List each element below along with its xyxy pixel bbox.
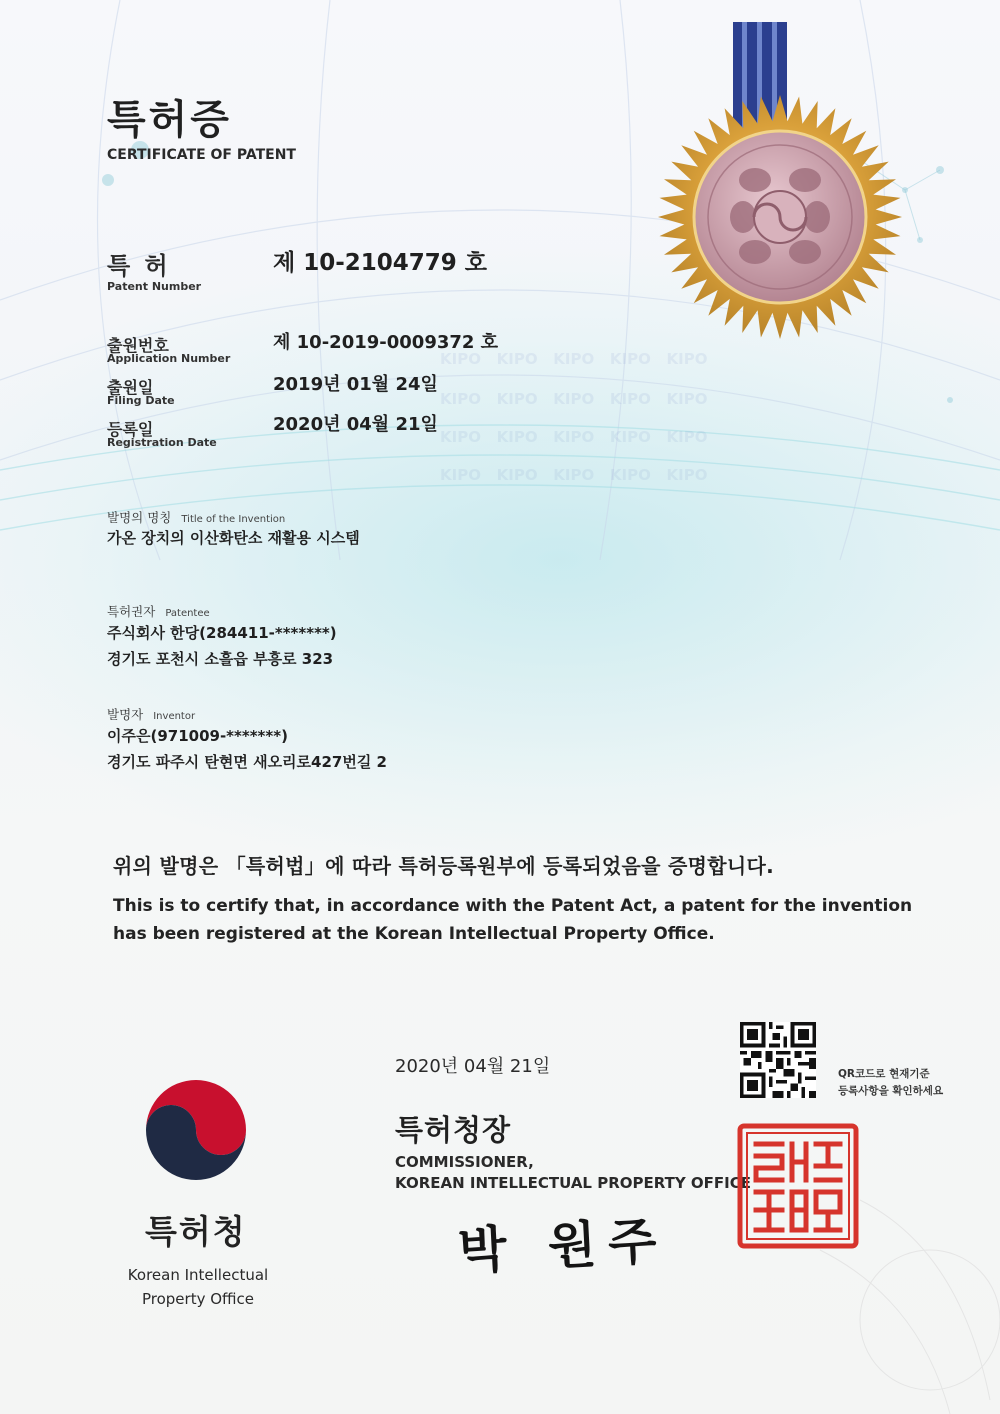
commissioner-signature: 박 원주 [456, 1210, 670, 1281]
page-title: 특허증 [107, 97, 232, 143]
watermark-row: KIPO KIPO KIPO KIPO KIPO [440, 350, 708, 368]
qr-code-icon[interactable] [740, 1022, 816, 1098]
inventor-address: 경기도 파주시 탄현면 새오리로427번길 2 [107, 753, 387, 771]
watermark-row: KIPO KIPO KIPO KIPO KIPO [440, 390, 708, 408]
office-name-en-line2: Property Office [141, 1290, 255, 1308]
certification-statement-en-line1: This is to certify that, in accordance with the Patent Act, a patent for the invention [113, 896, 913, 916]
watermark-row: KIPO KIPO KIPO KIPO KIPO [440, 466, 708, 484]
page-subtitle: CERTIFICATE OF PATENT [107, 147, 296, 163]
application-number-label-en: Application Number [107, 352, 231, 365]
issue-date: 2020년 04월 21일 [395, 1056, 551, 1077]
patentee-name: 주식회사 한당(284411-*******) [107, 624, 337, 642]
application-number-label: 출원번호 [107, 336, 169, 355]
filing-date-label: 출원일 [107, 378, 154, 397]
patent-number-label-en: Patent Number [107, 280, 202, 293]
inventor-label: 발명자 [107, 707, 144, 722]
kipo-logo-icon [136, 1070, 256, 1190]
office-name-en-line1: Korean Intellectual [127, 1266, 269, 1284]
commissioner-title-en-line1: COMMISSIONER, [395, 1153, 534, 1171]
certification-statement-en-line2: has been registered at the Korean Intellectual Property Office. [113, 924, 715, 944]
qr-caption-line1: QR코드로 현재기준 [838, 1068, 930, 1080]
patent-number-value: 제 10-2104779 호 [273, 250, 488, 276]
inventor-name: 이주은(971009-*******) [107, 727, 288, 745]
qr-caption-line2: 등록사항을 확인하세요 [838, 1085, 944, 1097]
certification-statement-ko: 위의 발명은 「특허법」에 따라 특허등록원부에 등록되었음을 증명합니다. [113, 854, 775, 878]
gold-seal-icon [655, 92, 905, 342]
filing-date-label-en: Filing Date [107, 394, 175, 407]
invention-title-value: 가온 장치의 이산화탄소 재활용 시스템 [107, 529, 360, 547]
patentee-label: 특허권자 [107, 604, 156, 619]
application-number-value: 제 10-2019-0009372 호 [273, 332, 499, 353]
watermark-row: KIPO KIPO KIPO KIPO KIPO [440, 428, 708, 446]
patentee-label-en: Patentee [165, 608, 210, 619]
filing-date-value: 2019년 01월 24일 [273, 374, 438, 395]
registration-date-label-en: Registration Date [107, 436, 217, 449]
commissioner-title-ko: 특허청장 [395, 1113, 512, 1147]
invention-title-label-en: Title of the Invention [181, 514, 286, 525]
patentee-address: 경기도 포천시 소흘읍 부흥로 323 [107, 650, 334, 668]
invention-title-label-row [107, 507, 285, 526]
official-red-seal-icon [736, 1122, 860, 1250]
registration-date-value: 2020년 04월 21일 [273, 414, 438, 435]
inventor-label-en: Inventor [153, 711, 196, 722]
inventor-label-row [107, 704, 195, 723]
invention-title-label: 발명의 명칭 [107, 510, 172, 525]
registration-date-label: 등록일 [107, 420, 154, 439]
patent-number-label: 특 허 [107, 252, 171, 280]
office-name-ko: 특허청 [145, 1212, 247, 1251]
commissioner-title-en-line2: KOREAN INTELLECTUAL PROPERTY OFFICE [395, 1174, 752, 1192]
patentee-label-row [107, 601, 210, 620]
